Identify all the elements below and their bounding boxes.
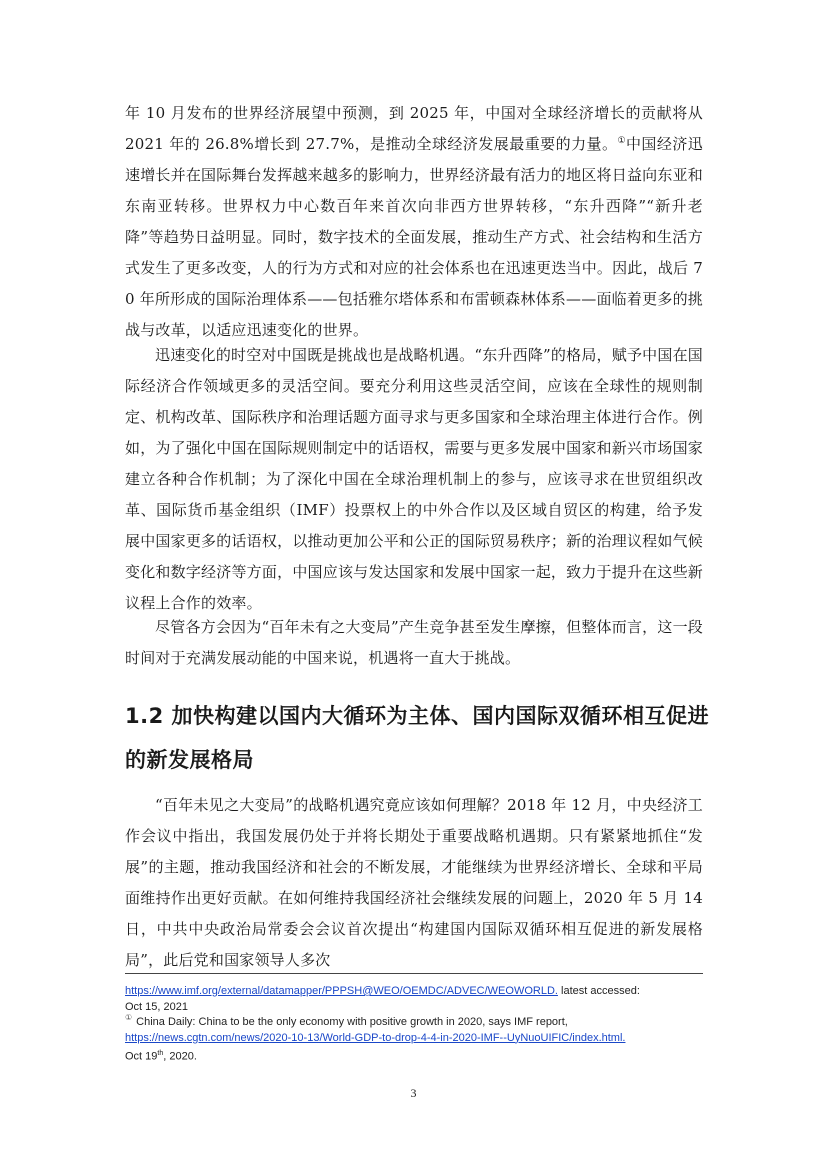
footnote-reference[interactable]: ①	[617, 136, 626, 146]
footnote-2-line-2	[125, 1031, 715, 1047]
footnote-1-link[interactable]: https://www.imf.org/external/datamapper/PPPSH@WEO/OEMDC/ADVEC/WEOWORLD.	[125, 985, 558, 997]
footnote-1-tail: latest accessed:	[557, 985, 640, 997]
paragraph-text: 中国经济迅速增长并在国际舞台发挥越来越多的影响力，世界经济最有活力的地区将日益向东亚和东南亚转移。世界权力中心数百年来首次向非西方世界转移，“东升西降”“新升老降”等趋势日益明显。同时，数字技术的全面发展，推动生产方式、社会结构和生活方式发生了更多改变，人的行为方式和对应的社会体系也在迅速更迭当中。因此，战后 70 年所形成的国际治理体系——包括雅尔塔体系和布雷顿森林体系——面临着更多的挑战与改革，以适应迅速变化的世界。	[125, 135, 703, 339]
footnote-2-date: Oct 19	[125, 1050, 158, 1063]
body-paragraph-3: 尽管各方会因为“百年未有之大变局”产生竞争甚至发生摩擦，但整体而言，这一段时间对于充满发展动能的中国来说，机遇将一直大于挑战。	[125, 618, 703, 667]
page-number: 3	[410, 1086, 417, 1100]
footnotes	[125, 984, 715, 1065]
footnote-2-text: China Daily: China to be the only economy with positive growth in 2020, says IMF report,	[136, 1016, 568, 1028]
footnote-1-line-1	[125, 984, 715, 1000]
body-paragraph-1	[125, 98, 703, 346]
footnote-2-date-end: , 2020.	[163, 1050, 197, 1063]
footnote-divider	[125, 973, 703, 974]
footnote-1-line-2: Oct 15, 2021	[125, 1000, 188, 1013]
body-paragraph-2: 迅速变化的时空对中国既是挑战也是战略机遇。“东升西降”的格局，赋予中国在国际经济合作领域更多的灵活空间。要充分利用这些灵活空间，应该在全球性的规则制定、机构改革、国际秩序和治理话题方面寻求与更多国家和全球治理主体进行合作。例如，为了强化中国在国际规则制定中的话语权，需要与更多发展中国家和新兴市场国家建立各种合作机制；为了深化中国在全球治理机制上的参与，应该寻求在世贸组织改革、国际货币基金组织（IMF）投票权上的中外合作以及区域自贸区的构建，给予发展中国家更多的话语权，以推动更加公平和公正的国际贸易秩序；新的治理议程如气候变化和数字经济等方面，中国应该与发达国家和发展中国家一起，致力于提升在这些新议程上合作的效率。	[125, 346, 703, 612]
body-paragraph-4: “百年未见之大变局”的战略机遇究竟应该如何理解？2018 年 12 月，中央经济工作会议中指出，我国发展仍处于并将长期处于重要战略机遇期。只有紧紧地抓住“发展”的主题，推动我国经济和社会的不断发展，才能继续为世界经济增长、全球和平局面维持作出更好贡献。在如何维持我国经济社会继续发展的问题上，2020 年 5 月 14 日，中共中央政治局常委会会议首次提出“构建国内国际双循环相互促进的新发展格局”，此后党和国家领导人多次	[125, 796, 703, 969]
footnote-2-date-suffix: th	[157, 1050, 164, 1057]
footnote-2-link[interactable]: https://news.cgtn.com/news/2020-10-13/World-GDP-to-drop-4-4-in-2020-IMF--UyNuoUIFIC/index.html.	[125, 1031, 626, 1044]
footnote-2-line-3	[125, 1046, 715, 1065]
footnote-2-marker: ①	[125, 1013, 133, 1023]
section-heading: 1.2 加快构建以国内大循环为主体、国内国际双循环相互促进的新发展格局	[125, 704, 710, 772]
paragraph-text: 年 10 月发布的世界经济展望中预测，到 2025 年，中国对全球经济增长的贡献将从 2021 年的 26.8%增长到 27.7%，是推动全球经济发展最重要的力量。	[125, 104, 703, 153]
footnote-2-line-1	[125, 1015, 715, 1031]
